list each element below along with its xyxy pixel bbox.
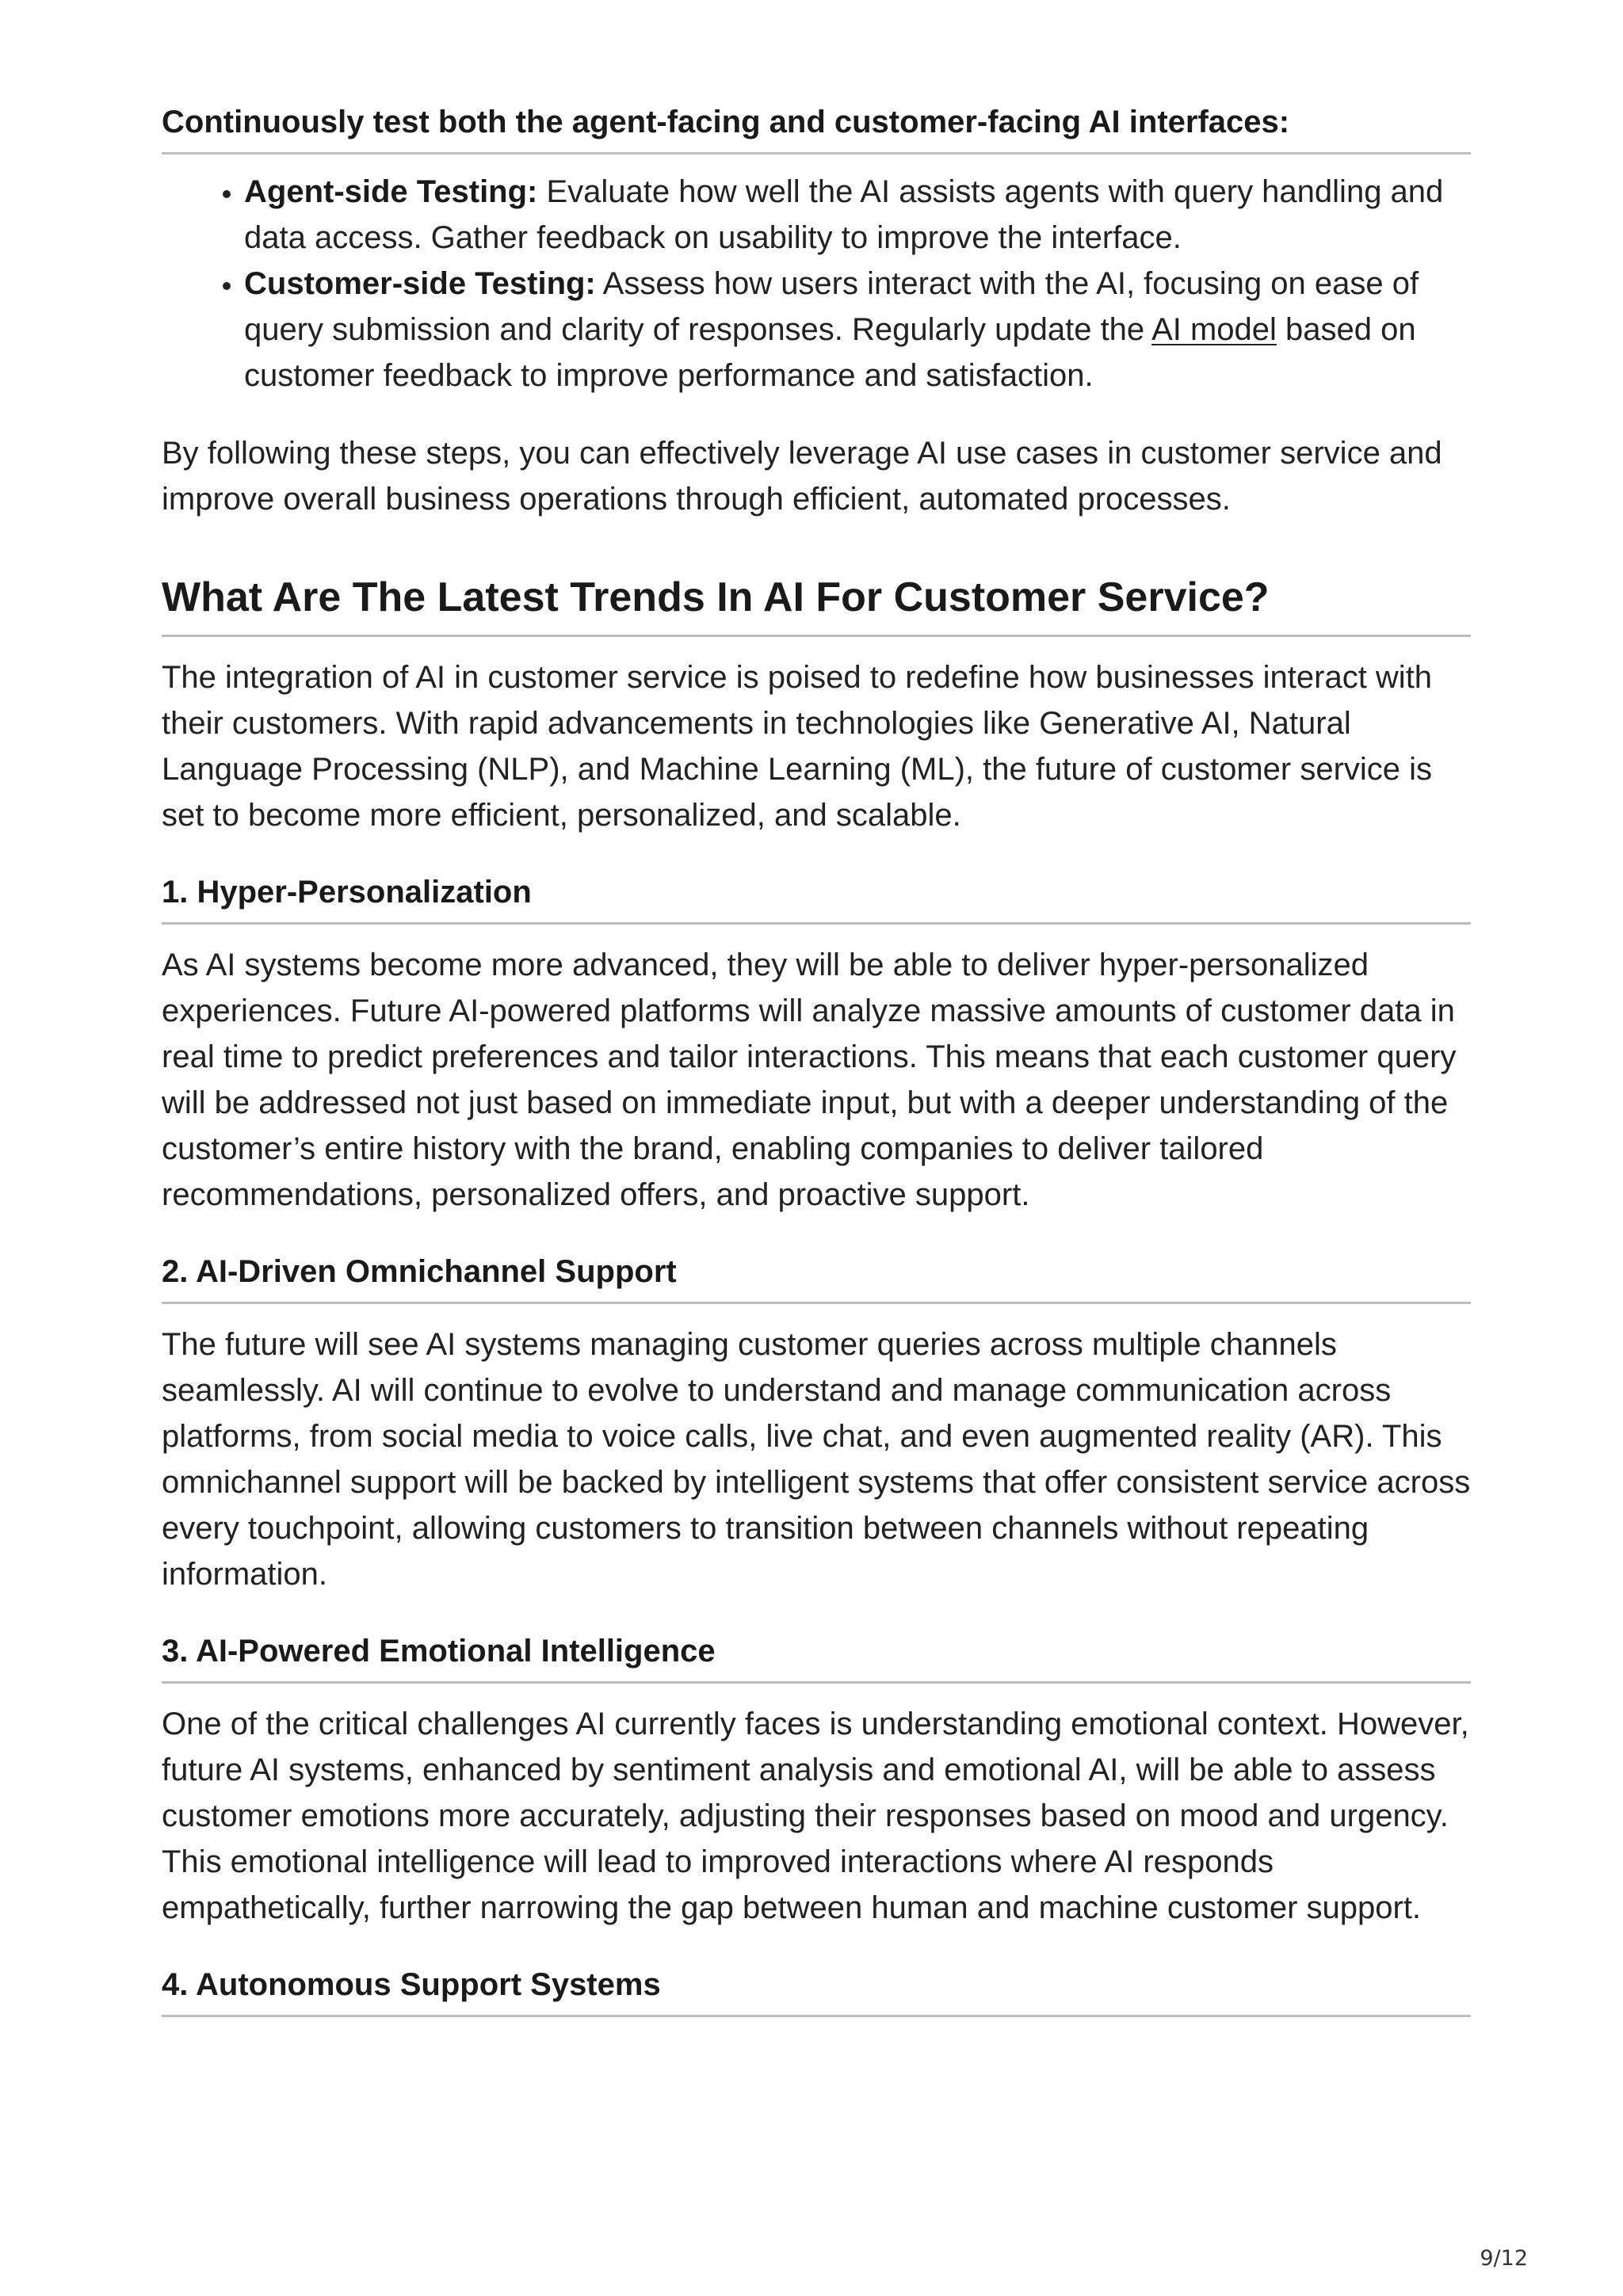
list-item-text: Assess how users interact with the AI, focusing on ease of query submission and clarity of responses. Regularly update the — [244, 266, 1419, 347]
trend-body-hyper-personalization: As AI systems become more advanced, they will be able to deliver hyper-personalized experiences. Future AI-powered platforms will analyze massive amounts of customer data in real time to predict preferences and tailor interactions. This means that each customer query will be addressed not just based on immediate input, but with a deeper understanding of the customer’s entire history with the brand, enabling companies to deliver tailored recommendations, personalized offers, and proactive support. — [162, 948, 1457, 1212]
closing-paragraph: By following these steps, you can effectively leverage AI use cases in customer service and improve overall business operations through efficient, automated processes. — [162, 436, 1442, 517]
list-item-agent-side — [244, 169, 1471, 261]
trend-heading-hyper-personalization: 1. Hyper-Personalization — [162, 873, 1471, 925]
list-item-text: based on customer feedback to improve performance and satisfaction. — [244, 312, 1416, 393]
section-intro: The integration of AI in customer service is poised to redefine how businesses interact with their customers. With rapid advancements in technologies like Generative AI, Natural Language Processing (NLP), and Machine Learning (ML), the future of customer service is set to become more efficient, personalized, and scalable. — [162, 660, 1433, 833]
trend-heading-omnichannel: 2. AI-Driven Omnichannel Support — [162, 1253, 1471, 1304]
trend-heading-autonomous-support: 4. Autonomous Support Systems — [162, 1966, 1471, 2017]
list-item-label: Agent-side Testing: — [244, 174, 538, 209]
testing-heading: Continuously test both the agent-facing and customer-facing AI interfaces: — [162, 103, 1471, 154]
list-item-customer-side — [244, 261, 1471, 399]
trend-body-emotional-intelligence: One of the critical challenges AI currently faces is understanding emotional context. However, future AI systems, enhanced by sentiment analysis and emotional AI, will be able to assess customer emotions more accurately, adjusting their responses based on mood and urgency. This emotional intelligence will lead to improved interactions where AI responds empathetically, further narrowing the gap between human and machine customer support. — [162, 1707, 1469, 1925]
document-page — [162, 103, 1471, 2017]
ai-model-link[interactable]: AI model — [1151, 312, 1277, 347]
section-title: What Are The Latest Trends In AI For Customer Service? — [162, 573, 1471, 637]
testing-list — [162, 169, 1471, 399]
list-item-text: Evaluate how well the AI assists agents with query handling and data access. Gather feedback on usability to improve the interface. — [244, 174, 1444, 255]
page-number: 9/12 — [1480, 2246, 1528, 2271]
list-item-label: Customer-side Testing: — [244, 266, 596, 301]
trend-body-omnichannel: The future will see AI systems managing customer queries across multiple channels seamlessly. AI will continue to evolve to understand and manage communication across platforms, from social media to voice calls, live chat, and even augmented reality (AR). This omnichannel support will be backed by intelligent systems that offer consistent service across every touchpoint, allowing customers to transition between channels without repeating information. — [162, 1327, 1471, 1592]
trend-heading-emotional-intelligence: 3. AI-Powered Emotional Intelligence — [162, 1632, 1471, 1684]
